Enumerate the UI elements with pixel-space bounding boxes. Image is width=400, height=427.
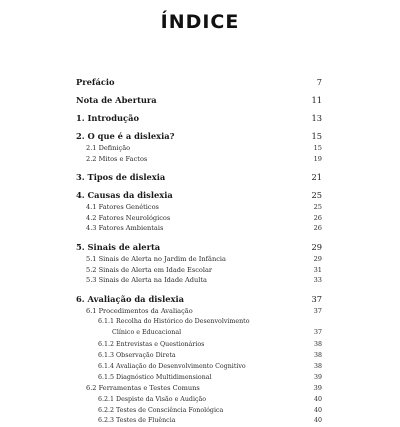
- toc-entry-text: 6. Avaliação da dislexia: [76, 293, 184, 304]
- toc-page-number: 15: [313, 144, 322, 152]
- toc-entry-prefacio[interactable]: [76, 76, 322, 89]
- toc-entry-diagnostico-multidimensional[interactable]: [76, 373, 322, 384]
- toc-page-number: 39: [313, 384, 322, 393]
- toc-entry-text: 2.2 Mitos e Factos: [86, 154, 148, 163]
- page-title: ÍNDICE: [160, 11, 240, 33]
- toc-entry-sinais-jardim-de-infancia[interactable]: [76, 254, 322, 265]
- toc-page-number: 37: [313, 306, 322, 315]
- toc-entry-text: 6.1.1 Recolha do Histórico do Desenvolvimento: [98, 318, 250, 326]
- toc-entry-observacao-direta[interactable]: [76, 351, 322, 362]
- toc-page-number: 11: [311, 95, 322, 105]
- toc-entry-sinais-de-alerta[interactable]: [76, 241, 322, 254]
- toc-entry-avaliacao-desenvolvimento-cognitivo[interactable]: [76, 362, 322, 373]
- toc-page-number: 7: [316, 77, 322, 87]
- toc-entry-text: 6.1.3 Observação Direta: [98, 351, 176, 359]
- toc-entry-text: 4.3 Fatores Ambientais: [86, 224, 164, 233]
- toc-entry-fatores-neurologicos[interactable]: [76, 213, 322, 224]
- toc-entry-ferramentas-e-testes-comuns[interactable]: [76, 383, 322, 394]
- toc-entry-text: 5.3 Sinais de Alerta na Idade Adulta: [86, 276, 207, 285]
- toc-page-number: 25: [311, 190, 322, 201]
- toc-entry-text: Nota de Abertura: [76, 95, 157, 105]
- toc-entry-fatores-ambientais[interactable]: [76, 223, 322, 234]
- toc-page-number: 38: [313, 351, 322, 359]
- toc-entry-text: 6.1.5 Diagnóstico Multidimensional: [98, 373, 212, 381]
- toc-entry-text: 6.2.1 Despiste da Visão e Audição: [98, 395, 207, 403]
- toc-entry-text-continuation: Clínico e Educacional: [112, 328, 182, 336]
- toc-entry-text: 6.2 Ferramentas e Testes Comuns: [86, 384, 200, 393]
- toc-entry-text: 6.1.4 Avaliação do Desenvolvimento Cognitivo: [98, 362, 246, 370]
- toc-entry-definicao[interactable]: [76, 143, 322, 154]
- toc-page-number: 29: [311, 241, 322, 252]
- toc-entry-text: 6.2.2 Testes de Consciência Fonológica: [98, 406, 224, 414]
- toc-entry-fatores-geneticos[interactable]: [76, 202, 322, 213]
- toc-entry-recolha-do-historico[interactable]: [76, 317, 322, 340]
- toc-entry-nota-de-abertura[interactable]: [76, 94, 322, 107]
- toc-entry-causas-da-dislexia[interactable]: [76, 189, 322, 202]
- toc-entry-text: 4.1 Fatores Genéticos: [86, 203, 159, 212]
- toc-entry-text: 6.2.3 Testes de Fluência: [98, 417, 176, 425]
- toc-entry-tipos-de-dislexia[interactable]: [76, 171, 322, 184]
- toc-entry-text: 5. Sinais de alerta: [76, 241, 161, 252]
- toc-page-number: 15: [311, 131, 322, 141]
- toc-page-number: 31: [313, 265, 322, 274]
- toc-entry-text: 6.1.2 Entrevistas e Questionários: [98, 341, 205, 349]
- toc-entry-testes-de-fluencia[interactable]: [76, 416, 322, 427]
- toc-page-number: 25: [313, 203, 322, 212]
- toc-page-number: 39: [313, 373, 322, 381]
- toc-entry-mitos-e-factos[interactable]: [76, 154, 322, 165]
- toc-entry-avaliacao-da-dislexia[interactable]: [76, 293, 322, 306]
- toc-page-number: 26: [313, 224, 322, 233]
- toc-entry-text: 5.1 Sinais de Alerta no Jardim de Infância: [86, 254, 226, 263]
- toc-page-number: 19: [313, 154, 322, 163]
- toc-entry-text: 4.2 Fatores Neurológicos: [86, 213, 171, 222]
- toc-page-number: 29: [313, 254, 322, 263]
- toc-entry-text: 2. O que é a dislexia?: [76, 131, 175, 141]
- toc-entry-text: 5.2 Sinais de Alerta em Idade Escolar: [86, 265, 213, 274]
- toc-page-number: 37: [313, 329, 322, 337]
- toc-page-number: 26: [313, 213, 322, 222]
- toc-entry-sinais-idade-escolar[interactable]: [76, 265, 322, 276]
- toc-entry-text: 1. Introdução: [76, 113, 139, 123]
- toc-entry-testes-consciencia-fonologica[interactable]: [76, 406, 322, 417]
- toc-page-number: 21: [311, 172, 322, 183]
- table-of-contents: [76, 76, 322, 427]
- toc-entry-text: Prefácio: [76, 77, 115, 87]
- toc-page-number: 38: [313, 362, 322, 370]
- toc-page-number: 40: [313, 406, 322, 414]
- toc-page-number: 38: [313, 341, 322, 349]
- toc-entry-introducao[interactable]: [76, 112, 322, 125]
- toc-entry-text: 2.1 Definição: [86, 144, 131, 152]
- toc-page-number: 40: [313, 395, 322, 403]
- toc-page-number: 37: [311, 293, 322, 304]
- toc-page-number: 33: [313, 276, 322, 285]
- toc-page-number: 40: [313, 417, 322, 425]
- toc-entry-o-que-e-a-dislexia[interactable]: [76, 130, 322, 143]
- toc-entry-entrevistas-e-questionarios[interactable]: [76, 340, 322, 351]
- toc-entry-text: 3. Tipos de dislexia: [76, 172, 166, 183]
- toc-entry-despiste-visao-audicao[interactable]: [76, 395, 322, 406]
- toc-page-number: 13: [311, 113, 322, 123]
- toc-entry-text: 4. Causas da dislexia: [76, 190, 173, 201]
- toc-entry-sinais-idade-adulta[interactable]: [76, 275, 322, 286]
- toc-entry-procedimentos-da-avaliacao[interactable]: [76, 306, 322, 317]
- toc-entry-text: 6.1 Procedimentos da Avaliação: [86, 306, 193, 315]
